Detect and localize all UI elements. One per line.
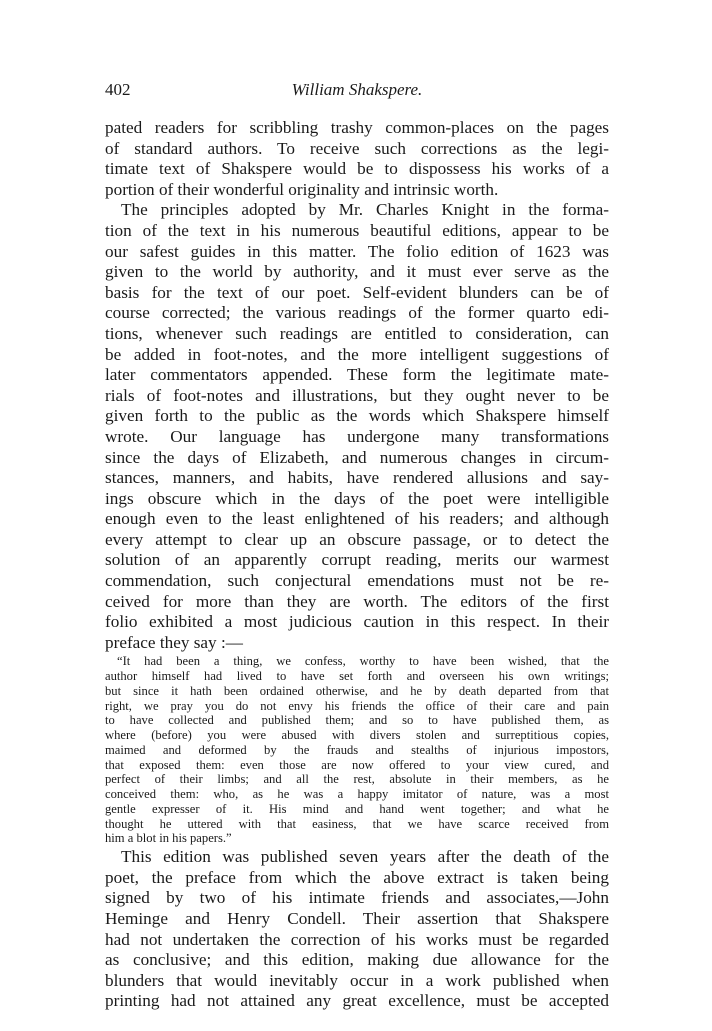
quote-line: right, we pray you do not envy his friends the office of their care and pain — [105, 698, 609, 713]
page-number: 402 — [105, 80, 131, 99]
quote-line: him a blot in his papers.” — [105, 831, 232, 846]
text-line: as conclusive; and this edition, making due allowance for the — [105, 950, 609, 970]
quote-line: that exposed them: even those are now offered to your view cured, and — [105, 757, 609, 772]
text-line: enough even to the least enlightened of his readers; and although — [105, 509, 609, 529]
text-line: later commentators appended. These form the legitimate mate- — [105, 365, 609, 385]
quote-line: gentle expresser of it. His mind and hand went together; and what he — [105, 801, 609, 816]
text-line: This edition was published seven years after the death of the — [121, 847, 609, 867]
text-line: had not undertaken the correction of his works must be regarded — [105, 929, 609, 949]
block-quote — [105, 654, 609, 846]
quote-line: but since it hath been ordained otherwise, and he by death departed from that — [105, 683, 609, 698]
text-line: poet, the preface from which the above extract is taken being — [105, 867, 609, 887]
text-line: commendation, such conjectural emendations must not be re- — [105, 571, 609, 591]
text-line: printing had not attained any great excellence, must be accepted — [105, 991, 609, 1011]
text-line: blunders that would inevitably occur in a work published when — [105, 970, 609, 990]
text-line: preface they say :— — [105, 632, 243, 652]
text-line: ings obscure which in the days of the poet were intelligible — [105, 488, 609, 508]
quote-line: to have collected and published them; and so to have published them, as — [105, 713, 609, 728]
text-line: folio exhibited a most judicious caution in this respect. In their — [105, 612, 609, 632]
text-line: wrote. Our language has undergone many transformations — [105, 426, 609, 446]
text-line: tions, whenever such readings are entitled to consideration, can — [105, 323, 609, 343]
running-head — [105, 78, 609, 102]
text-line: of standard authors. To receive such corrections as the legi- — [105, 138, 609, 158]
quote-line: conceived them: who, as he was a happy imitator of nature, was a most — [105, 787, 609, 802]
text-line: since the days of Elizabeth, and numerous changes in circum- — [105, 447, 609, 467]
text-line: stances, manners, and habits, have rendered allusions and say- — [105, 468, 609, 488]
paragraph-2 — [105, 200, 609, 653]
text-line: basis for the text of our poet. Self-evident blunders can be of — [105, 282, 609, 302]
paragraph-1 — [105, 118, 609, 200]
text-line: signed by two of his intimate friends and associates,—John — [105, 888, 609, 908]
text-line: course corrected; the various readings of the former quarto edi- — [105, 303, 609, 323]
paragraph-3 — [105, 847, 609, 1012]
text-line: tion of the text in his numerous beautiful editions, appear to be — [105, 220, 609, 240]
quote-line: author himself had lived to have set forth and overseen his own writings; — [105, 669, 609, 684]
text-line: rials of foot-notes and illustrations, but they ought never to be — [105, 385, 609, 405]
book-page — [105, 78, 609, 1012]
quote-line: perfect of their limbs; and all the rest, absolute in their members, as he — [105, 772, 609, 787]
text-line: portion of their wonderful originality and intrinsic worth. — [105, 179, 499, 199]
text-line: every attempt to clear up an obscure passage, or to detect the — [105, 529, 609, 549]
running-title: William Shakspere. — [291, 80, 423, 99]
quote-line: maimed and deformed by the frauds and stealths of injurious impostors, — [105, 742, 609, 757]
text-line: given forth to the public as the words which Shakspere himself — [105, 406, 609, 426]
text-line: be added in foot-notes, and the more intelligent suggestions of — [105, 344, 609, 364]
text-line: solution of an apparently corrupt reading, merits our warmest — [105, 550, 609, 570]
body-text — [105, 118, 609, 1012]
quote-line: thought he uttered with that easiness, that we have scarce received from — [105, 816, 609, 831]
text-line: given to the world by authority, and it must ever serve as the — [105, 262, 609, 282]
text-line: our safest guides in this matter. The folio edition of 1623 was — [105, 241, 609, 261]
text-line: ceived for more than they are worth. The editors of the first — [105, 591, 609, 611]
quote-line: “It had been a thing, we confess, worthy to have been wished, that the — [117, 654, 609, 669]
text-line: pated readers for scribbling trashy common-places on the pages — [105, 118, 609, 137]
quote-line: where (before) you were abused with divers stolen and surreptitious copies, — [105, 728, 609, 743]
text-line: timate text of Shakspere would be to dispossess his works of a — [105, 159, 609, 179]
text-line: The principles adopted by Mr. Charles Knight in the forma- — [121, 200, 609, 220]
text-line: Heminge and Henry Condell. Their assertion that Shakspere — [105, 908, 609, 928]
